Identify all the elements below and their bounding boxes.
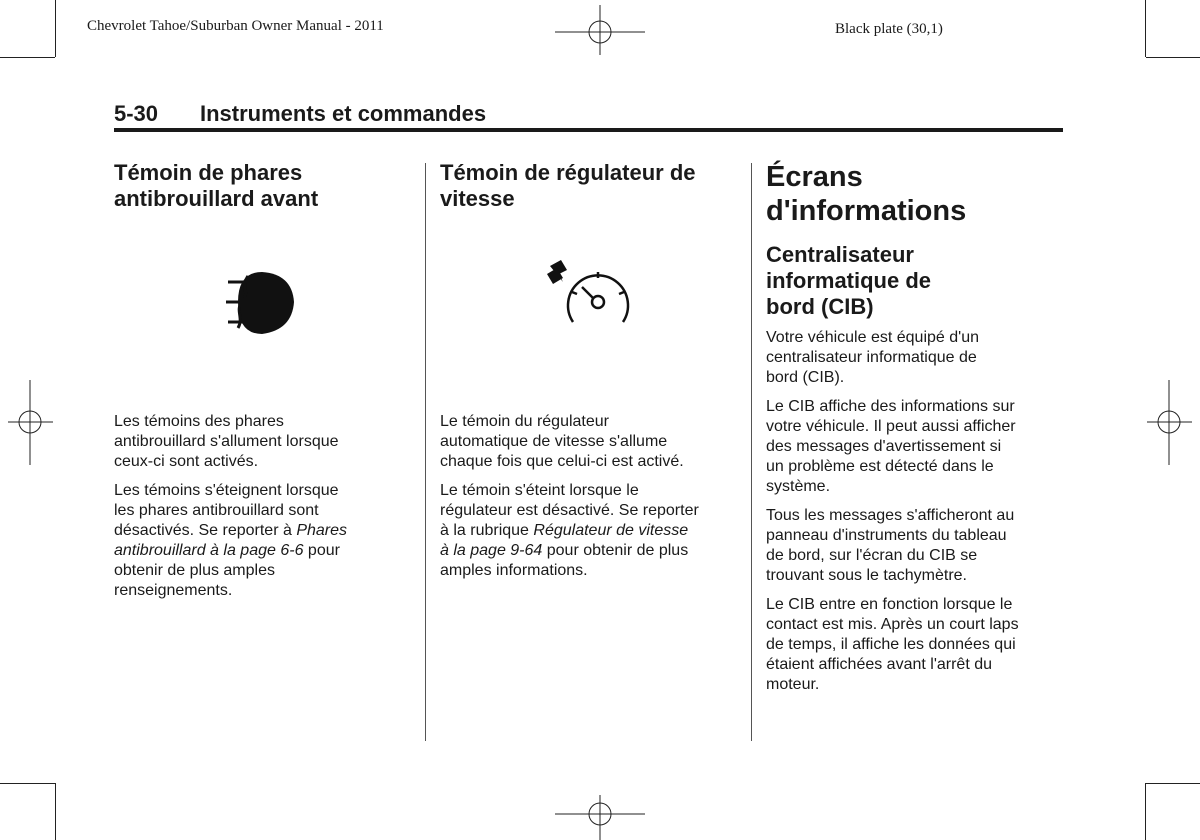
registration-target-right: [1147, 380, 1192, 465]
crop-mark: [0, 783, 55, 784]
column-divider: [751, 163, 752, 741]
crop-mark: [55, 783, 56, 840]
cross-reference-link[interactable]: à la page 9-64: [440, 542, 543, 559]
section-heading: Témoin de régulateur de vitesse: [440, 160, 696, 211]
cruise-control-icon: [545, 260, 635, 335]
page-number: 5-30: [114, 101, 159, 126]
section-title: Instruments et commandes: [200, 101, 487, 126]
column-divider: [425, 163, 426, 741]
plate-label: Black plate (30,1): [835, 21, 943, 37]
paragraph: Le CIB affiche des informations sur votre véhicule. Il peut aussi afficher des messages d'avertissement si un problème est détecté dans le système.: [766, 398, 1016, 495]
cruise-control-section: [440, 160, 740, 590]
paragraph: Le témoin du régulateur automatique de vitesse s'allume chaque fois que celui-ci est activé.: [440, 413, 684, 470]
cross-reference-link[interactable]: antibrouillard à la page 6-6: [114, 542, 304, 559]
cross-reference-link[interactable]: Phares: [296, 522, 348, 539]
crop-mark: [1145, 783, 1146, 840]
front-fog-lamp-icon: [226, 268, 302, 338]
cross-reference-link[interactable]: Régulateur de vitesse: [533, 522, 689, 539]
registration-target-bottom: [555, 795, 645, 840]
crop-mark: [0, 57, 55, 58]
section-heading: Témoin de phares antibrouillard avant: [114, 160, 319, 211]
crop-mark: [1145, 0, 1146, 57]
subsection-heading: Centralisateur informatique de bord (CIB): [766, 242, 932, 319]
paragraph: Votre véhicule est équipé d'un centralisateur informatique de bord (CIB).: [766, 329, 979, 386]
crop-mark: [1146, 783, 1200, 784]
crop-mark: [55, 0, 56, 57]
registration-target-top: [555, 5, 645, 55]
paragraph: Tous les messages s'afficheront au panneau d'instruments du tableau de bord, sur l'écran du CIB se trouvant sous le tachymètre.: [766, 507, 1015, 584]
info-displays-section: [766, 160, 1066, 704]
registration-target-left: [8, 380, 53, 465]
fog-lamp-section: [114, 160, 399, 610]
crop-mark: [1146, 57, 1200, 58]
paragraph: Le témoin s'éteint lorsque le régulateur est désactivé. Se reporter à la rubrique Régulateur de vitesse à la page 9-64 pour obtenir de plus amples informations.: [440, 482, 699, 579]
chapter-heading: Écrans d'informations: [766, 161, 967, 227]
header-rule: [114, 128, 1063, 132]
paragraph: Le CIB entre en fonction lorsque le contact est mis. Après un court laps de temps, il affiche les données qui étaient affichées avant l'arrêt du moteur.: [766, 596, 1019, 693]
paragraph: Les témoins s'éteignent lorsque les phares antibrouillard sont désactivés. Se reporter à Phares antibrouillard à la page 6-6 pour obtenir de plus amples renseignements.: [114, 482, 348, 599]
manual-title: Chevrolet Tahoe/Suburban Owner Manual - 2011: [87, 18, 384, 34]
paragraph: Les témoins des phares antibrouillard s'allument lorsque ceux-ci sont activés.: [114, 413, 339, 470]
